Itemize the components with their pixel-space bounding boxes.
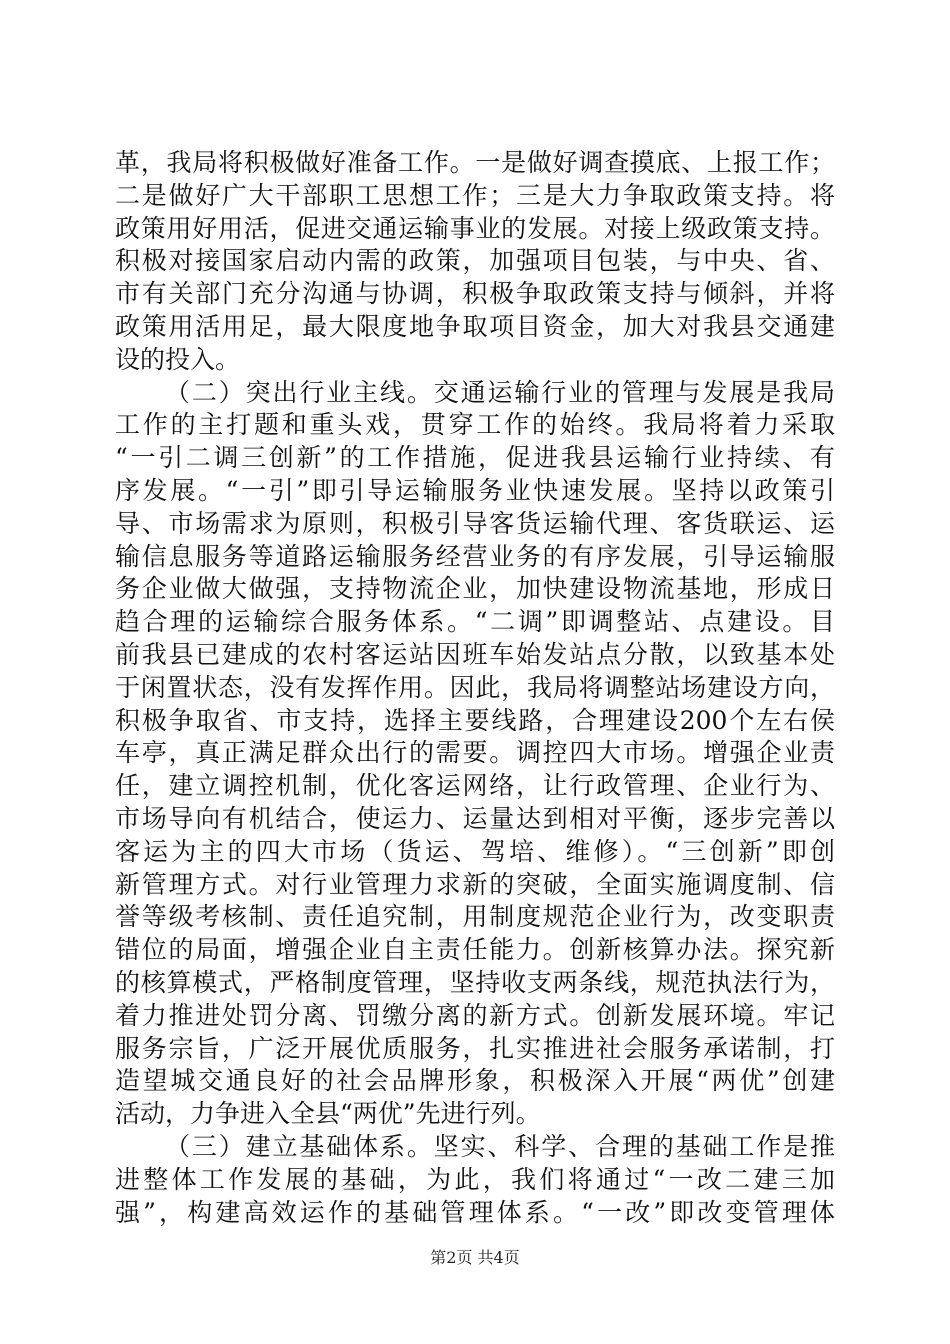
text-line: 市场导向有机结合，使运力、运量达到相对平衡，逐步完善以 <box>115 803 835 833</box>
body-text <box>115 147 835 1229</box>
text-line: （二）突出行业主线。交通运输行业的管理与发展是我局 <box>165 377 835 407</box>
text-line: 设的投入。 <box>115 344 241 374</box>
text-line: 务企业做大做强，支持物流企业，加快建设物流基地，形成日 <box>115 574 835 604</box>
text-line: 的核算模式，严格制度管理，坚持收支两条线，规范执法行为， <box>115 967 835 997</box>
text-line: 强”，构建高效运作的基础管理体系。“一改”即改变管理体 <box>115 1197 835 1227</box>
text-line: 输信息服务等道路运输服务经营业务的有序发展，引导运输服 <box>115 541 835 571</box>
text-line: 积极对接国家启动内需的政策，加强项目包装，与中央、省、 <box>115 246 835 276</box>
text-line: 进整体工作发展的基础，为此，我们将通过“一改二建三加 <box>115 1164 835 1194</box>
text-line: 于闲置状态，没有发挥作用。因此，我局将调整站场建设方向， <box>115 672 835 702</box>
text-line: “一引二调三创新”的工作措施，促进我县运输行业持续、有 <box>115 443 835 473</box>
text-line: 导、市场需求为原则，积极引导客货运输代理、客货联运、运 <box>115 508 835 538</box>
text-line: 政策用好用活，促进交通运输事业的发展。对接上级政策支持。 <box>115 213 835 243</box>
text-line: 新管理方式。对行业管理力求新的突破，全面实施调度制、信 <box>115 869 835 899</box>
text-line: 政策用活用足，最大限度地争取项目资金，加大对我县交通建 <box>115 311 835 341</box>
text-line: 车亭，真正满足群众出行的需要。调控四大市场。增强企业责 <box>115 738 835 768</box>
text-line: （三）建立基础体系。坚实、科学、合理的基础工作是推 <box>165 1131 835 1161</box>
text-line: 活动，力争进入全县“两优”先进行列。 <box>115 1099 541 1129</box>
text-line: 工作的主打题和重头戏，贯穿工作的始终。我局将着力采取 <box>115 410 835 440</box>
text-line: 趋合理的运输综合服务体系。“二调”即调整站、点建设。目 <box>115 607 835 637</box>
text-line: 序发展。“一引”即引导运输服务业快速发展。坚持以政策引 <box>115 475 835 505</box>
text-line: 错位的局面，增强企业自主责任能力。创新核算办法。探究新 <box>115 935 835 965</box>
text-line: 前我县已建成的农村客运站因班车始发站点分散，以致基本处 <box>115 639 835 669</box>
text-line: 二是做好广大干部职工思想工作；三是大力争取政策支持。将 <box>115 180 835 210</box>
text-line: 积极争取省、市支持，选择主要线路，合理建设200个左右侯 <box>115 705 835 735</box>
text-line: 服务宗旨，广泛开展优质服务，扎实推进社会服务承诺制，打 <box>115 1033 835 1063</box>
text-line: 客运为主的四大市场（货运、驾培、维修）。“三创新”即创 <box>115 836 835 866</box>
text-line: 誉等级考核制、责任追究制，用制度规范企业行为，改变职责 <box>115 902 835 932</box>
text-line: 任，建立调控机制，优化客运网络，让行政管理、企业行为、 <box>115 771 835 801</box>
text-line: 着力推进处罚分离、罚缴分离的新方式。创新发展环境。牢记 <box>115 1000 835 1030</box>
text-line: 造望城交通良好的社会品牌形象，积极深入开展“两优”创建 <box>115 1066 835 1096</box>
text-line: 革，我局将积极做好准备工作。一是做好调查摸底、上报工作； <box>115 148 835 177</box>
page-footer: 第2页 共4页 <box>430 1248 520 1267</box>
text-line: 市有关部门充分沟通与协调，积极争取政策支持与倾斜，并将 <box>115 279 835 309</box>
